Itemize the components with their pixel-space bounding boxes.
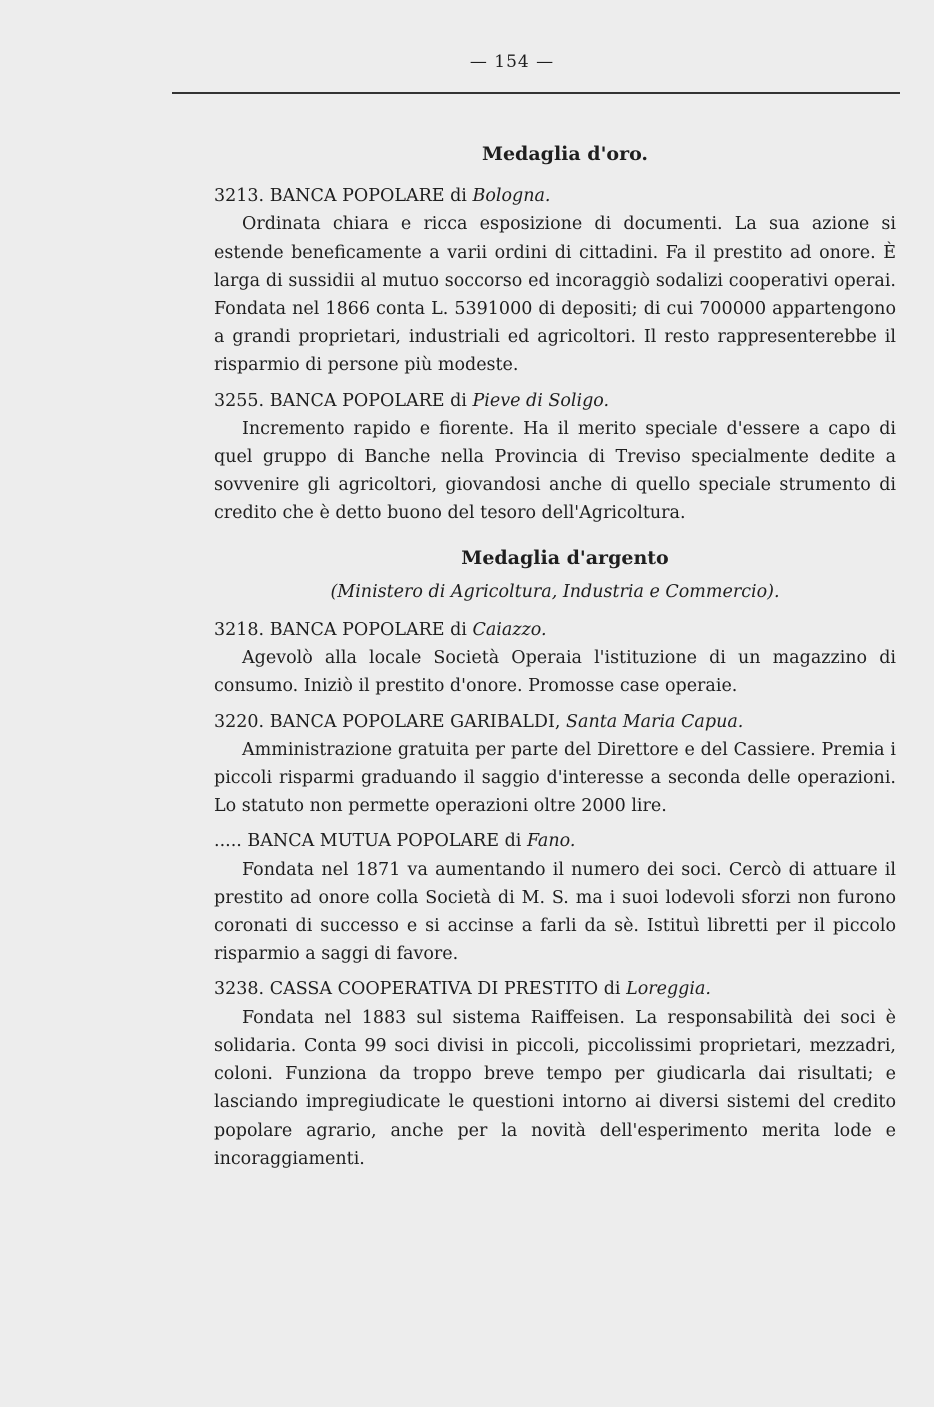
silver-medal-heading: Medaglia d'argento (461, 546, 669, 569)
entry-body: Incremento rapido e fiorente. Ha il merito speciale d'essere a capo di quel gruppo di Banche nella Provincia di Treviso specialmente dedite a sovvenire gli agricoltori, giovandosi anche di quello speciale strumento di credito che è detto buono del tesoro dell'Agricoltura. (214, 418, 896, 524)
header-rule (172, 92, 900, 94)
entry-place: Bologna. (472, 186, 551, 207)
page-content (214, 140, 896, 1180)
entry-number: 3213. (214, 186, 265, 207)
entry-body: Agevolò alla locale Società Operaia l'istituzione di un magazzino di consumo. Iniziò il prestito d'onore. Promosse case operaie. (214, 648, 896, 697)
entry-heading (214, 975, 896, 1003)
entry-name: BANCA POPOLARE di (269, 390, 467, 411)
page-number: — 154 — (469, 52, 555, 72)
entry-name: CASSA COOPERATIVA DI PRESTITO di (269, 979, 621, 1000)
entry-number: 3255. (214, 390, 265, 411)
entry-name: BANCA POPOLARE GARIBALDI, (269, 711, 561, 732)
entry-place: Caiazzo. (472, 620, 547, 641)
entry-number: 3238. (214, 979, 265, 1000)
entry-body: Fondata nel 1883 sul sistema Raiffeisen. La responsabilità dei soci è solidaria. Conta 99 soci divisi in piccoli, piccolissimi proprietari, mezzadri, coloni. Funziona da troppo breve tempo per giudicarla dai risultati; e lasciando impregiudicate le questioni intorno ai diversi sistemi del credito popolare agrario, anche per la novità dell'esperimento merita lode e incoraggiamenti. (214, 1007, 896, 1169)
entry-place: Loreggia. (626, 979, 711, 1000)
entry-number: 3220. (214, 711, 265, 732)
entry-heading (214, 827, 896, 855)
entry-place: Fano. (526, 831, 576, 852)
entry-number: 3218. (214, 620, 265, 641)
entry-3255 (214, 387, 896, 528)
entry-body: Fondata nel 1871 va aumentando il numero dei soci. Cercò di attuare il prestito ad onore colla Società di M. S. ma i suoi lodevoli sforzi non furono coronati di successo e si accinse a farli da sè. Istituì libretti per il piccolo risparmio a saggi di favore. (214, 859, 896, 965)
silver-medal-subtitle: (Ministero di Agricoltura, Industria e Commercio). (330, 581, 780, 602)
entry-body: Ordinata chiara e ricca esposizione di documenti. La sua azione si estende beneficamente a varii ordini di cittadini. Fa il prestito ad onore. È larga di sussidii al mutuo soccorso ed incoraggiò sodalizi cooperativi operai. Fondata nel 1866 conta L. 5391000 di depositi; di cui 700000 appartengono a grandi proprietari, industriali ed agricoltori. Il resto rappresenterebbe il risparmio di persone più modeste. (214, 214, 896, 376)
entry-heading (214, 387, 896, 415)
entry-number: ..... (214, 831, 242, 852)
entry-name: BANCA POPOLARE di (269, 186, 467, 207)
entry-3238 (214, 975, 896, 1172)
entry-heading (214, 182, 896, 210)
entry-name: BANCA POPOLARE di (269, 620, 467, 641)
entry-3218 (214, 616, 896, 701)
entry-heading (214, 708, 896, 736)
entry-3220 (214, 708, 896, 821)
entry-name: BANCA MUTUA POPOLARE di (247, 831, 522, 852)
gold-medal-heading: Medaglia d'oro. (481, 143, 649, 165)
entry-fano (214, 827, 896, 968)
entry-heading (214, 616, 896, 644)
entry-3213 (214, 182, 896, 379)
entry-place: Santa Maria Capua. (566, 711, 744, 732)
entry-body: Amministrazione gratuita per parte del Direttore e del Cassiere. Premia i piccoli risparmi graduando il saggio d'interesse a seconda delle operazioni. Lo statuto non permette operazioni oltre 2000 lire. (214, 739, 896, 817)
entry-place: Pieve di Soligo. (472, 390, 610, 411)
